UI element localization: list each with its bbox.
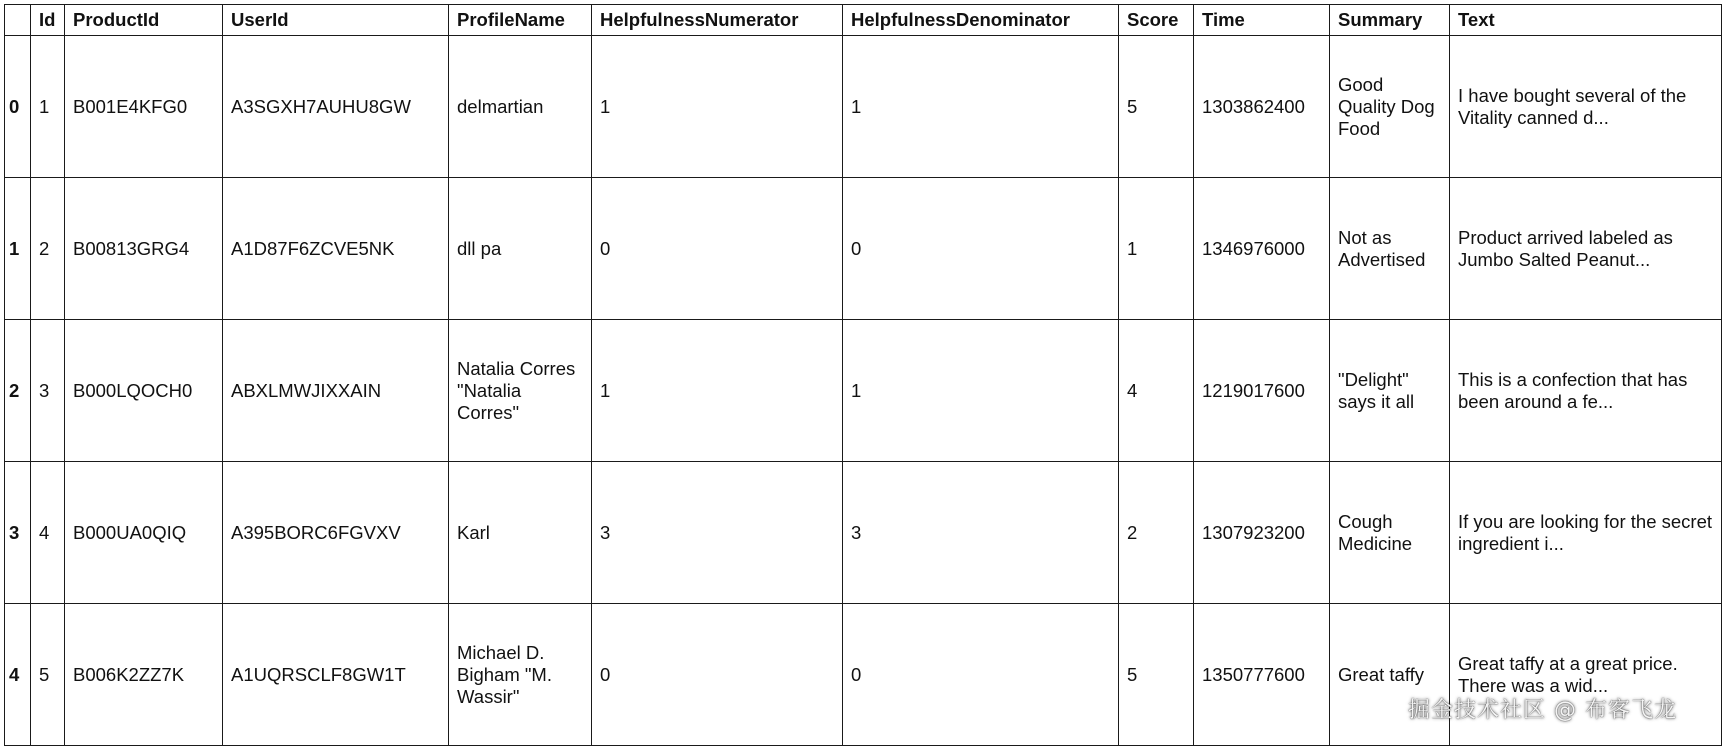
header-helpfulness-denominator: HelpfulnessDenominator — [843, 5, 1119, 36]
row-index: 1 — [5, 178, 31, 320]
cell-time: 1307923200 — [1194, 462, 1330, 604]
header-userid: UserId — [223, 5, 449, 36]
cell-id: 2 — [31, 178, 65, 320]
cell-id: 4 — [31, 462, 65, 604]
cell-profilename: delmartian — [449, 36, 592, 178]
row-index: 0 — [5, 36, 31, 178]
cell-helpfulness-denominator: 0 — [843, 604, 1119, 746]
row-index: 2 — [5, 320, 31, 462]
cell-id: 5 — [31, 604, 65, 746]
cell-time: 1350777600 — [1194, 604, 1330, 746]
header-text: Text — [1450, 5, 1722, 36]
cell-score: 5 — [1119, 36, 1194, 178]
cell-profilename: Natalia Corres "Natalia Corres" — [449, 320, 592, 462]
cell-score: 1 — [1119, 178, 1194, 320]
table-row — [5, 604, 1722, 746]
cell-time: 1219017600 — [1194, 320, 1330, 462]
cell-summary: Not as Advertised — [1330, 178, 1450, 320]
cell-id: 3 — [31, 320, 65, 462]
header-time: Time — [1194, 5, 1330, 36]
cell-time: 1303862400 — [1194, 36, 1330, 178]
cell-productid: B000UA0QIQ — [65, 462, 223, 604]
cell-text: This is a confection that has been around a fe... — [1450, 320, 1722, 462]
header-summary: Summary — [1330, 5, 1450, 36]
cell-productid: B001E4KFG0 — [65, 36, 223, 178]
dataframe-table — [4, 4, 1722, 746]
cell-userid: A395BORC6FGVXV — [223, 462, 449, 604]
cell-summary: Great taffy — [1330, 604, 1450, 746]
cell-score: 2 — [1119, 462, 1194, 604]
cell-text: Product arrived labeled as Jumbo Salted Peanut... — [1450, 178, 1722, 320]
cell-productid: B000LQOCH0 — [65, 320, 223, 462]
header-index — [5, 5, 31, 36]
row-index: 4 — [5, 604, 31, 746]
cell-userid: A1UQRSCLF8GW1T — [223, 604, 449, 746]
header-id: Id — [31, 5, 65, 36]
cell-helpfulness-denominator: 1 — [843, 320, 1119, 462]
header-row — [5, 5, 1722, 36]
table-body — [5, 36, 1722, 746]
table-row — [5, 462, 1722, 604]
cell-profilename: dll pa — [449, 178, 592, 320]
header-profilename: ProfileName — [449, 5, 592, 36]
cell-helpfulness-numerator: 0 — [592, 604, 843, 746]
cell-id: 1 — [31, 36, 65, 178]
cell-helpfulness-denominator: 3 — [843, 462, 1119, 604]
cell-text: Great taffy at a great price. There was a wid... — [1450, 604, 1722, 746]
cell-score: 4 — [1119, 320, 1194, 462]
table-row — [5, 36, 1722, 178]
header-productid: ProductId — [65, 5, 223, 36]
cell-helpfulness-numerator: 1 — [592, 36, 843, 178]
cell-summary: Good Quality Dog Food — [1330, 36, 1450, 178]
cell-helpfulness-denominator: 1 — [843, 36, 1119, 178]
cell-helpfulness-numerator: 0 — [592, 178, 843, 320]
cell-time: 1346976000 — [1194, 178, 1330, 320]
cell-text: I have bought several of the Vitality canned d... — [1450, 36, 1722, 178]
table-row — [5, 178, 1722, 320]
cell-userid: A1D87F6ZCVE5NK — [223, 178, 449, 320]
cell-productid: B00813GRG4 — [65, 178, 223, 320]
row-index: 3 — [5, 462, 31, 604]
cell-userid: ABXLMWJIXXAIN — [223, 320, 449, 462]
table-header — [5, 5, 1722, 36]
cell-profilename: Karl — [449, 462, 592, 604]
header-score: Score — [1119, 5, 1194, 36]
cell-text: If you are looking for the secret ingredient i... — [1450, 462, 1722, 604]
cell-productid: B006K2ZZ7K — [65, 604, 223, 746]
cell-helpfulness-numerator: 1 — [592, 320, 843, 462]
cell-summary: Cough Medicine — [1330, 462, 1450, 604]
watermark-text: 掘金技术社区 @ 布客飞龙 — [1408, 698, 1677, 723]
cell-profilename: Michael D. Bigham "M. Wassir" — [449, 604, 592, 746]
table-row — [5, 320, 1722, 462]
dataframe-output — [4, 4, 1721, 730]
header-helpfulness-numerator: HelpfulnessNumerator — [592, 5, 843, 36]
cell-userid: A3SGXH7AUHU8GW — [223, 36, 449, 178]
cell-summary: "Delight" says it all — [1330, 320, 1450, 462]
cell-helpfulness-numerator: 3 — [592, 462, 843, 604]
cell-score: 5 — [1119, 604, 1194, 746]
cell-helpfulness-denominator: 0 — [843, 178, 1119, 320]
